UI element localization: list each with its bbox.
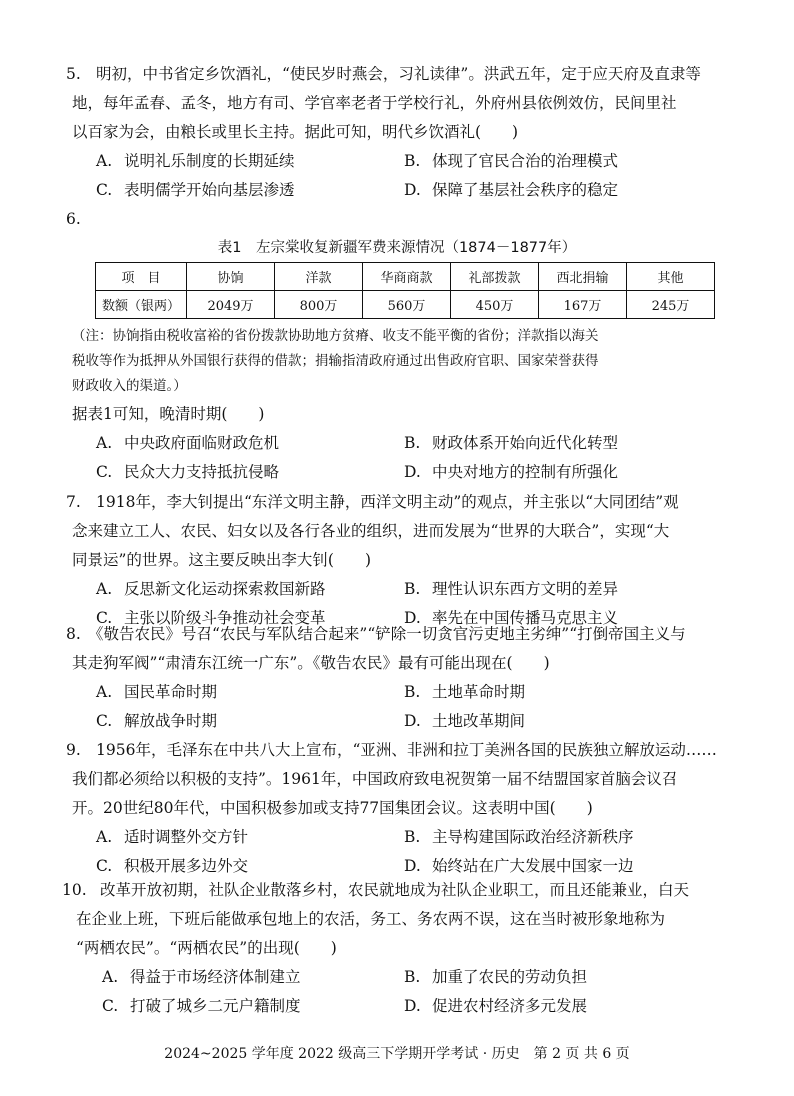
question-8-option-c[interactable]: C. 解放战争时期	[96, 712, 218, 730]
table-header-cell: 协饷	[187, 263, 275, 291]
question-6-option-c[interactable]: C. 民众大力支持抵抗侵略	[96, 463, 280, 481]
question-9-line-3: 开。20世纪80年代，中国积极参加或支持77国集团会议。这表明中国( )	[72, 799, 593, 817]
question-6-options-row-2	[72, 458, 732, 487]
question-5	[66, 60, 732, 205]
question-6-stem: 据表1可知，晚清时期( )	[72, 405, 265, 423]
question-9-options-row-1	[72, 823, 732, 852]
question-7-option-a[interactable]: A. 反思新文化运动探索救国新路	[96, 580, 326, 598]
question-6	[72, 400, 732, 487]
question-5-option-a[interactable]: A. 说明礼乐制度的长期延续	[96, 152, 295, 170]
question-10-option-c[interactable]: C. 打破了城乡二元户籍制度	[102, 997, 301, 1015]
table-header-cell: 华商商款	[363, 263, 451, 291]
question-10-line-1: 10. 改革开放初期，社队企业散落乡村，农民就地成为社队企业职工，而且还能兼业，白天	[72, 876, 732, 905]
question-8-options-row-1	[72, 678, 732, 707]
question-5-number: 5.	[66, 65, 81, 83]
question-9-option-b[interactable]: B. 主导构建国际政治经济新秩序	[404, 828, 634, 846]
question-8	[66, 620, 732, 736]
table-note-line: 税收等作为抵押从外国银行获得的借款；捐输指清政府通过出售政府官职、国家荣誉获得	[72, 353, 599, 369]
question-8-options-row-2	[72, 707, 732, 736]
question-10-option-a[interactable]: A. 得益于市场经济体制建立	[102, 968, 301, 986]
question-5-options-row-1	[72, 147, 732, 176]
question-7-number: 7.	[66, 493, 81, 511]
question-10-number: 10.	[62, 881, 87, 899]
table-note-line: （注：协饷指由税收富裕的省份拨款协助地方贫瘠、收支不能平衡的省份；洋款指以海关	[72, 328, 599, 344]
question-8-option-b[interactable]: B. 土地革命时期	[404, 683, 526, 701]
table-cell: 167万	[539, 291, 627, 319]
question-10-option-d[interactable]: D. 促进农村经济多元发展	[404, 997, 588, 1015]
table-cell: 800万	[275, 291, 363, 319]
question-7-option-d[interactable]: D. 率先在中国传播马克思主义	[404, 609, 619, 627]
question-8-option-d[interactable]: D. 土地改革期间	[404, 712, 526, 730]
table-cell: 数额（银两）	[96, 291, 187, 319]
question-8-number: 8.	[66, 625, 81, 643]
table-cell: 2049万	[187, 291, 275, 319]
question-5-options-row-2	[72, 176, 732, 205]
table-header-cell: 礼部拨款	[451, 263, 539, 291]
table-header-cell: 项 目	[96, 263, 187, 291]
question-7-line-1: 7. 1918年，李大钊提出“东洋文明主静，西洋文明主动”的观点，并主张以“大同团结”观	[72, 488, 732, 517]
question-6-option-d[interactable]: D. 中央对地方的控制有所强化	[404, 463, 619, 481]
question-9-option-a[interactable]: A. 适时调整外交方针	[96, 828, 249, 846]
question-10	[62, 876, 732, 1021]
question-10-option-b[interactable]: B. 加重了农民的劳动负担	[404, 968, 588, 986]
table-header-cell: 其他	[627, 263, 715, 291]
table-header-cell: 西北捐输	[539, 263, 627, 291]
question-7-line-3: 同景运”的世界。这主要反映出李大钊( )	[72, 551, 372, 569]
question-9-line-2: 我们都必须给以积极的支持”。1961年，中国政府致电祝贺第一届不结盟国家首脑会议召	[72, 770, 678, 788]
question-9	[66, 736, 732, 881]
question-6-options-row-1	[72, 429, 732, 458]
question-5-option-d[interactable]: D. 保障了基层社会秩序的稳定	[404, 181, 619, 199]
question-10-line-2: 在企业上班，下班后能做承包地上的农活，务工、务农两不误，这在当时被形象地称为	[76, 910, 666, 928]
table-note	[72, 324, 732, 399]
table-cell: 245万	[627, 291, 715, 319]
question-9-number: 9.	[66, 741, 81, 759]
question-7-option-c[interactable]: C. 主张以阶级斗争推动社会变革	[96, 609, 326, 627]
question-7-options-row-1	[72, 575, 732, 604]
table-note-line: 财政收入的渠道。）	[72, 378, 187, 394]
table-data-row	[96, 291, 715, 319]
question-7-option-b[interactable]: B. 理性认识东西方文明的差异	[404, 580, 619, 598]
question-5-line-3: 以百家为会，由粮长或里长主持。据此可知，明代乡饮酒礼( )	[72, 123, 519, 141]
question-6-number: 6.	[66, 210, 81, 228]
question-6-option-b[interactable]: B. 财政体系开始向近代化转型	[404, 434, 619, 452]
question-8-line-2: 其走狗军阀”“肃清东江统一广东”。《敬告农民》最有可能出现在( )	[72, 654, 550, 672]
question-5-option-c[interactable]: C. 表明儒学开始向基层渗透	[96, 181, 295, 199]
question-5-line-2: 地，每年孟春、孟冬，地方有司、学官率老者于学校行礼，外府州县依例效仿，民间里社	[72, 94, 677, 112]
question-6-option-a[interactable]: A. 中央政府面临财政危机	[96, 434, 280, 452]
question-8-option-a[interactable]: A. 国民革命时期	[96, 683, 218, 701]
table-cell: 560万	[363, 291, 451, 319]
question-5-line-1: 5. 明初，中书省定乡饮酒礼，“使民岁时燕会，习礼读律”。洪武五年，定于应天府及直隶等	[72, 60, 732, 89]
page-footer: 2024~2025 学年度 2022 级高三下学期开学考试 · 历史 第 2 页 共 6 页	[164, 1046, 630, 1062]
table-cell: 450万	[451, 291, 539, 319]
question-7	[66, 488, 732, 633]
question-10-options-row-1	[72, 963, 732, 992]
table-header-row	[96, 263, 715, 291]
question-10-line-3: “两栖农民”。“两栖农民”的出现( )	[76, 939, 337, 957]
question-6-header	[66, 205, 732, 234]
question-9-option-d[interactable]: D. 始终站在广大发展中国家一边	[404, 857, 634, 875]
question-9-option-c[interactable]: C. 积极开展多边外交	[96, 857, 249, 875]
table-caption: 表1 左宗棠收复新疆军费来源情况（1874－1877年）	[217, 240, 577, 256]
table-header-cell: 洋款	[275, 263, 363, 291]
question-10-options-row-2	[72, 992, 732, 1021]
funding-table	[95, 262, 715, 319]
question-5-option-b[interactable]: B. 体现了官民合治的治理模式	[404, 152, 619, 170]
question-9-line-1: 9. 1956年，毛泽东在中共八大上宣布，“亚洲、非洲和拉丁美洲各国的民族独立解放运动……	[72, 736, 732, 765]
question-8-line-1: 8. 《敬告农民》号召“农民与军队结合起来”“铲除一切贪官污吏地主劣绅”“打倒帝国主义与	[72, 620, 732, 649]
question-7-line-2: 念来建立工人、农民、妇女以及各行各业的组织，进而发展为“世界的大联合”，实现“大	[72, 522, 670, 540]
